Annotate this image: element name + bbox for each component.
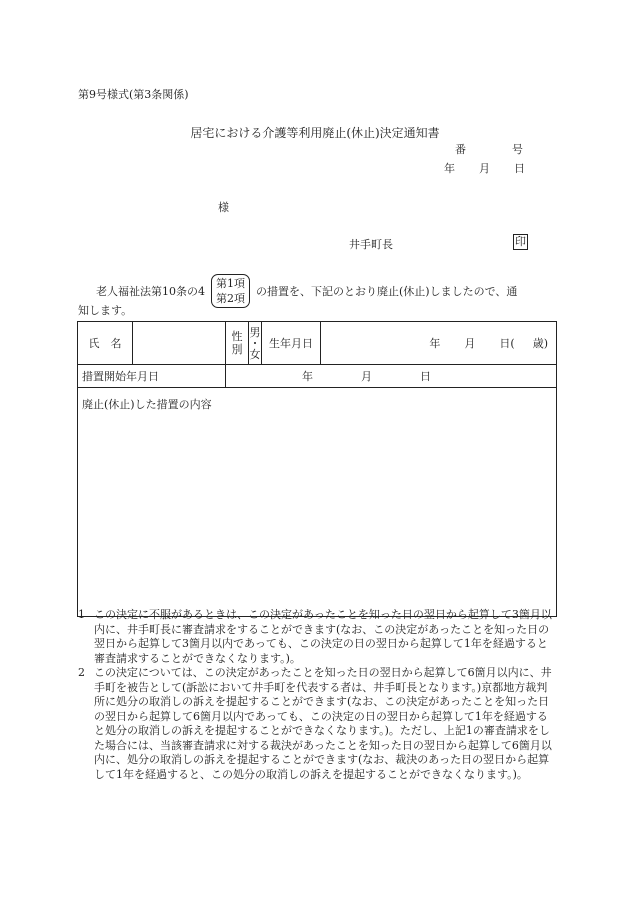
note-text: この決定に不服があるときは、この決定があったことを知った日の翌日から起算して3箇月以内に、井手町長に審査請求をすることができます(なお、この決定があったことを知った日の翌日から起算して3箇月以内であっても、この決定の日の翌日から起算して1年を経過すると審査請求することができなくなります。)。	[94, 608, 552, 665]
body-text-line1	[96, 274, 517, 308]
note-number: 2	[78, 666, 85, 679]
addressee-suffix: 様	[218, 201, 229, 214]
paragraph-options	[211, 274, 250, 308]
document-title: 居宅における介護等利用廃止(休止)決定通知書	[190, 126, 440, 140]
option-2: 第2項	[216, 292, 245, 305]
seal-mark: 印	[515, 235, 526, 248]
content-cell[interactable]	[78, 388, 557, 617]
form-number: 第9号様式(第3条関係)	[78, 88, 189, 101]
number-label: 番	[455, 143, 466, 156]
issue-date	[444, 160, 525, 176]
name-value[interactable]	[133, 322, 226, 365]
option-1: 第1項	[216, 277, 245, 290]
start-date-value[interactable]: 年 月 日	[226, 365, 557, 388]
sex-options[interactable]: 男 ・ 女	[249, 322, 262, 365]
body-suffix: の措置を、下記のとおり廃止(休止)しましたので、通	[256, 285, 518, 298]
table-row-person	[78, 322, 557, 365]
decision-table	[77, 321, 557, 617]
table-row-start	[78, 365, 557, 388]
birth-date-value[interactable]: 年 月 日( 歳)	[321, 322, 557, 365]
date-month-label: 月	[479, 162, 490, 175]
note-number: 1	[78, 608, 85, 621]
sex-label: 性 別	[226, 322, 249, 365]
body-text-line2: 知します。	[78, 304, 133, 317]
content-label: 廃止(休止)した措置の内容	[82, 398, 212, 411]
body-prefix: 老人福祉法第10条の4	[96, 285, 205, 298]
note-item	[78, 666, 558, 782]
name-label: 氏 名	[78, 322, 133, 365]
note-item	[78, 608, 558, 666]
document-number	[455, 141, 523, 157]
start-label: 措置開始年月日	[78, 365, 226, 388]
date-day-label: 日	[514, 162, 525, 175]
note-text: この決定については、この決定があったことを知った日の翌日から起算して6箇月以内に、井手町を被告として(訴訟において井手町を代表する者は、井手町長となります。)京都地方裁判所に処分の取消しの訴えを提起することができます(なお、この決定があったことを知った日の翌日から起算して6箇月以内であっても、この決定の日の翌日から起算して1年を経過すると処分の取消しの訴えを提起することができなくなります。)。ただし、上記1の審査請求をした場合には、当該審査請求に対する裁決があったことを知った日の翌日から起算して6箇月以内に、処分の取消しの訴えを提起することができます(なお、裁決のあった日の翌日から起算して1年を経過すると、この処分の取消しの訴えを提起することができなくなります。)。	[94, 666, 552, 781]
table-row-content	[78, 388, 557, 617]
date-year-label: 年	[444, 162, 455, 175]
number-suffix: 号	[512, 143, 523, 156]
notes-section	[78, 608, 558, 782]
issuer-name: 井手町長	[349, 238, 393, 251]
birth-label: 生年月日	[262, 322, 321, 365]
